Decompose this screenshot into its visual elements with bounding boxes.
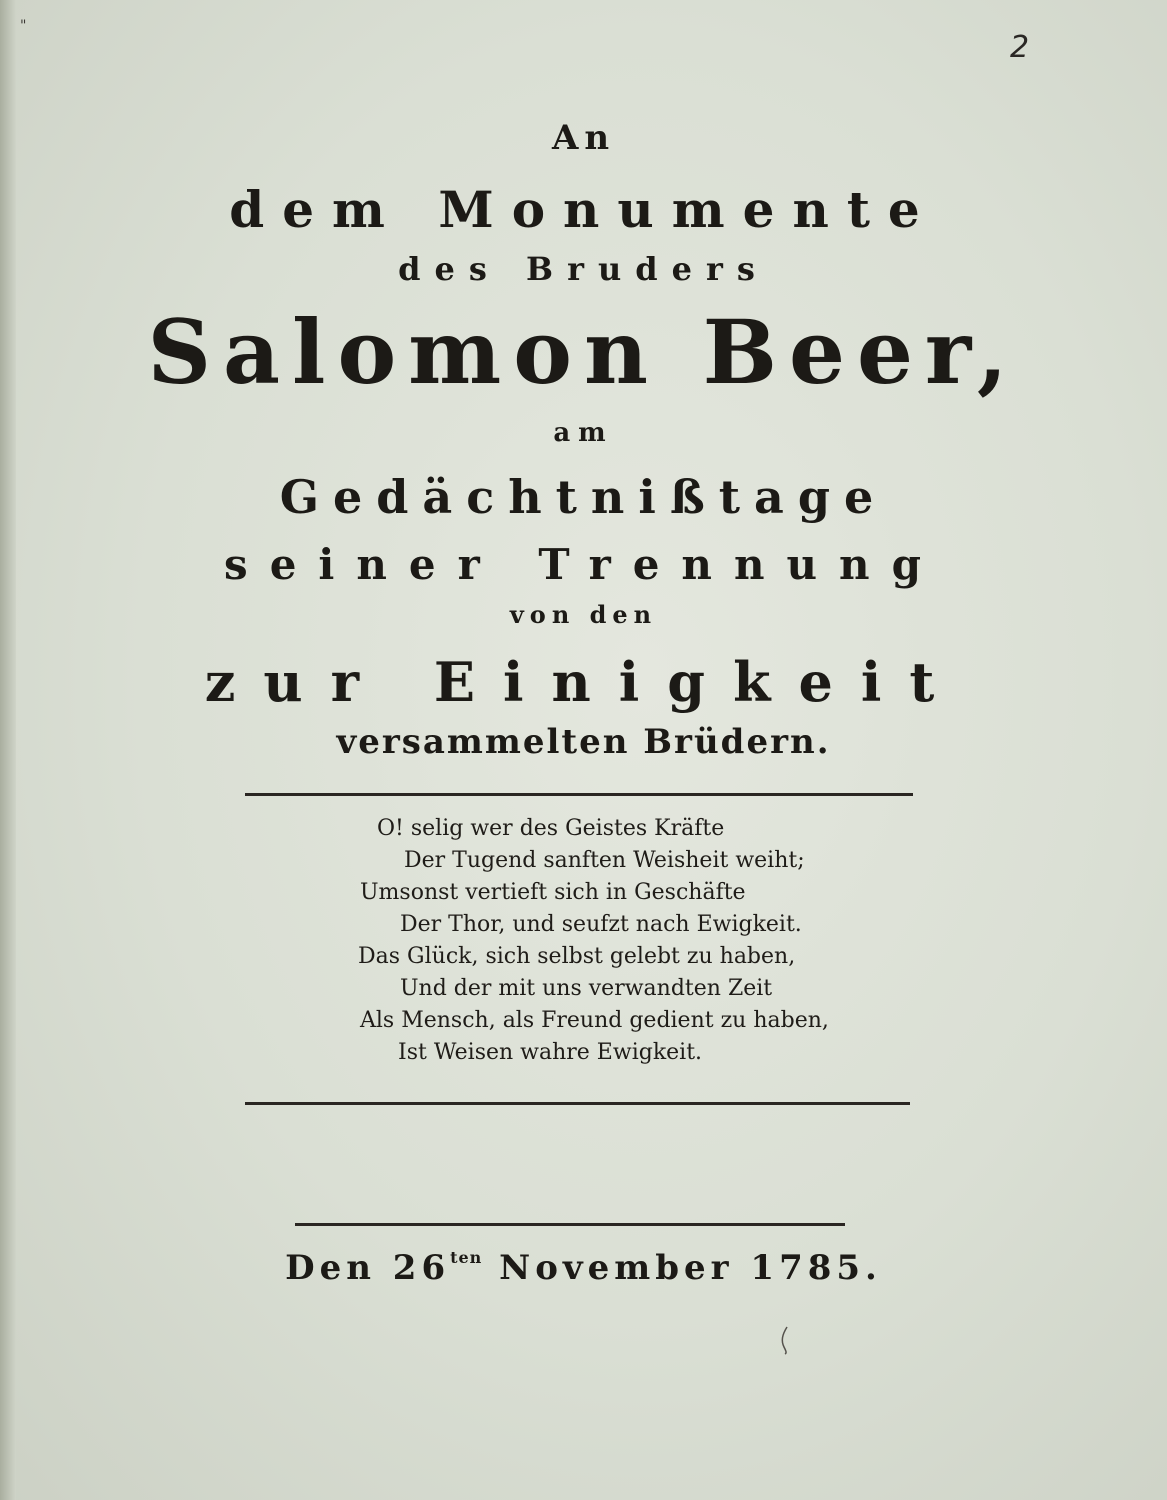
title-line-gedaechtnisstage: Gedächtnißtage [279,470,888,524]
verse-line: Das Glück, sich selbst gelebt zu haben, [358,944,796,969]
verse-line: Der Thor, und seufzt nach Ewigkeit. [400,912,802,937]
title-line-zur-einigkeit: zur Einigkeit [204,650,963,714]
title-line-seiner-trennung: seiner Trennung [224,540,943,589]
title-line-von-den: von den [509,600,658,629]
pencil-mark [778,1325,792,1355]
verse-line: O! selig wer des Geistes Kräfte [377,816,725,841]
divider-rule-middle [245,1102,910,1105]
date-line [0,1248,1167,1288]
title-line-am: am [553,418,614,448]
title-line-dem-monumente: dem Monumente [229,180,938,239]
verse-line: Umsonst vertieft sich in Geschäfte [360,880,746,905]
corner-mark: " [20,18,27,34]
verse-line: Als Mensch, als Freund gedient zu haben, [360,1008,829,1033]
folio-number: 2 [1010,30,1030,65]
verse-line: Und der mit uns verwandten Zeit [400,976,773,1001]
title-line-an: An [551,118,616,158]
title-line-des-bruders: des Bruders [398,250,769,288]
title-line-name: Salomon Beer, [147,300,1020,404]
verse-line: Ist Weisen wahre Ewigkeit. [398,1040,703,1065]
verse-line: Der Tugend sanften Weisheit weiht; [404,848,805,873]
date-ordinal-suffix: ten [450,1248,483,1267]
divider-rule-bottom [295,1223,845,1226]
date-prefix: Den 26 [285,1248,451,1288]
date-rest: November 1785. [482,1248,882,1288]
title-line-versammelten-bruedern: versammelten Brüdern. [336,722,831,762]
